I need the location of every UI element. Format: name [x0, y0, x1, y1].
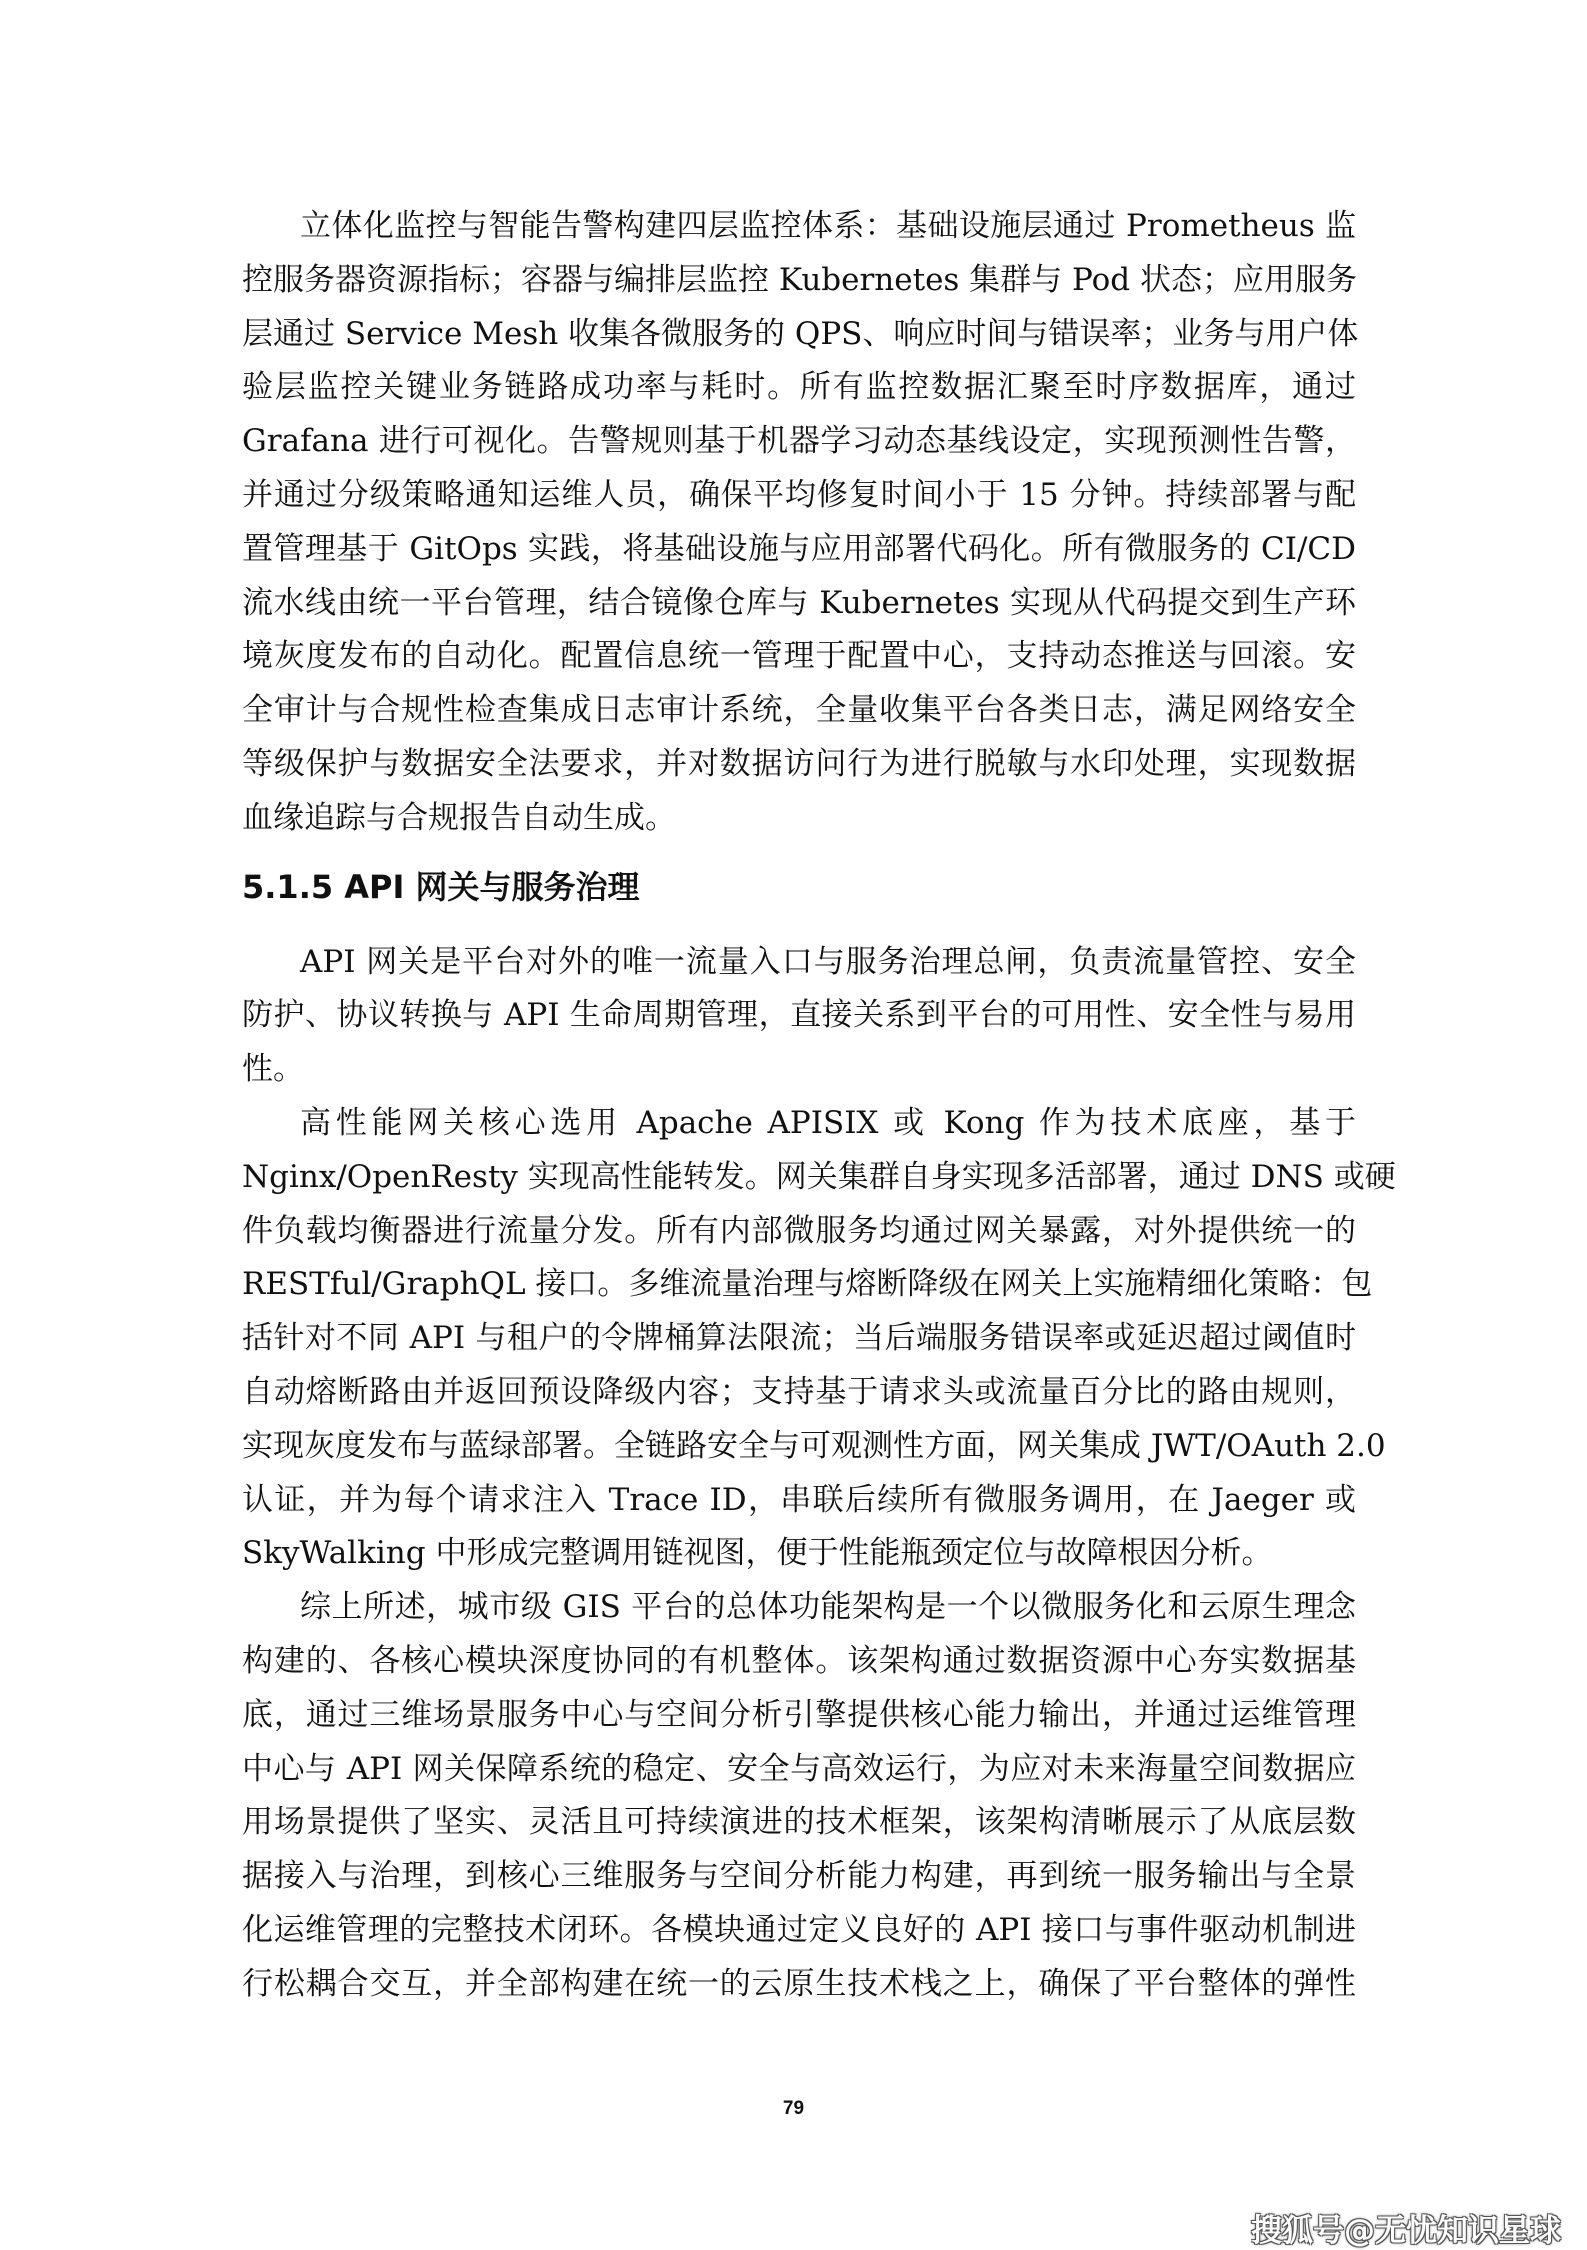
text-line: 综上所述，城市级 GIS 平台的总体功能架构是一个以微服务化和云原生理念 [300, 1589, 1356, 1626]
text-line: 化运维管理的完整技术闭环。各模块通过定义良好的 API 接口与事件驱动机制进 [242, 1911, 1356, 1948]
text-line: 用场景提供了坚实、灵活且可持续演进的技术框架，该架构清晰展示了从底层数 [242, 1804, 1356, 1841]
text-line: Grafana 进行可视化。告警规则基于机器学习动态基线设定，实现预测性告警， [242, 423, 1356, 460]
text-line: 境灰度发布的自动化。配置信息统一管理于配置中心，支持动态推送与回滚。安 [242, 638, 1356, 675]
text-line: 血缘追踪与合规报告自动生成。 [242, 799, 676, 836]
text-line: 据接入与治理，到核心三维服务与空间分析能力构建，再到统一服务输出与全景 [242, 1858, 1356, 1895]
text-line: 层通过 Service Mesh 收集各微服务的 QPS、响应时间与错误率；业务与用户体 [242, 315, 1359, 352]
text-line: 性。 [242, 1051, 304, 1088]
text-line: 立体化监控与智能告警构建四层监控体系：基础设施层通过 Prometheus 监 [300, 208, 1356, 244]
text-line: 置管理基于 GitOps 实践，将基础设施与应用部署代码化。所有微服务的 CI/CD [242, 530, 1356, 567]
text-line: Nginx/OpenResty 实现高性能转发。网关集群自身实现多活部署，通过 DNS 或硬 [242, 1158, 1396, 1195]
section-heading: 5.1.5 API 网关与服务治理 [242, 867, 640, 906]
text-line: 自动熔断路由并返回预设降级内容；支持基于请求头或流量百分比的路由规则， [242, 1373, 1356, 1410]
text-line: 构建的、各核心模块深度协同的有机整体。该架构通过数据资源中心夯实数据基 [242, 1642, 1356, 1679]
text-line: 高性能网关核心选用 Apache APISIX 或 Kong 作为技术底座，基于 [300, 1104, 1356, 1141]
text-line: 中心与 API 网关保障系统的稳定、安全与高效运行，为应对未来海量空间数据应 [242, 1750, 1356, 1787]
text-line: 件负载均衡器进行流量分发。所有内部微服务均通过网关暴露，对外提供统一的 [242, 1212, 1356, 1249]
page-number: 79 [782, 2098, 805, 2119]
text-line: 认证，并为每个请求注入 Trace ID，串联后续所有微服务调用，在 Jaeger 或 [242, 1481, 1356, 1518]
text-line: 括针对不同 API 与租户的令牌桶算法限流；当后端服务错误率或延迟超过阈值时 [242, 1320, 1356, 1357]
paragraph-gateway-core [242, 1097, 1396, 1581]
text-line: 防护、协议转换与 API 生命周期管理，直接关系到平台的可用性、安全性与易用 [242, 997, 1356, 1034]
text-line: 流水线由统一平台管理，结合镜像仓库与 Kubernetes 实现从代码提交到生产环 [242, 584, 1356, 621]
text-line: 验层监控关键业务链路成功率与耗时。所有监控数据汇聚至时序数据库，通过 [242, 369, 1356, 406]
document-body [242, 200, 1396, 2012]
text-line: 等级保护与数据安全法要求，并对数据访问行为进行脱敏与水印处理，实现数据 [242, 745, 1356, 782]
text-line: RESTful/GraphQL 接口。多维流量治理与熔断降级在网关上实施精细化策略：包 [242, 1266, 1373, 1303]
paragraph-api-gateway-intro [242, 936, 1356, 1097]
text-line: API 网关是平台对外的唯一流量入口与服务治理总闸，负责流量管控、安全 [300, 943, 1356, 980]
text-line: 底，通过三维场景服务中心与空间分析引擎提供核心能力输出，并通过运维管理 [242, 1696, 1356, 1733]
text-line: SkyWalking 中形成完整调用链视图，便于性能瓶颈定位与故障根因分析。 [242, 1535, 1273, 1572]
text-line: 实现灰度发布与蓝绿部署。全链路安全与可观测性方面，网关集成 JWT/OAuth 2.0 [242, 1427, 1386, 1464]
paragraph-summary [242, 1581, 1356, 2011]
text-line: 控服务器资源指标；容器与编排层监控 Kubernetes 集群与 Pod 状态；应用服务 [242, 261, 1357, 298]
text-line: 行松耦合交互，并全部构建在统一的云原生技术栈之上，确保了平台整体的弹性 [242, 1965, 1356, 2002]
watermark: 搜狐号@无忧知识星球 [1251, 2213, 1561, 2249]
text-line: 全审计与合规性检查集成日志审计系统，全量收集平台各类日志，满足网络安全 [242, 692, 1356, 729]
text-line: 并通过分级策略通知运维人员，确保平均修复时间小于 15 分钟。持续部署与配 [242, 476, 1356, 513]
paragraph-monitoring [242, 200, 1359, 846]
